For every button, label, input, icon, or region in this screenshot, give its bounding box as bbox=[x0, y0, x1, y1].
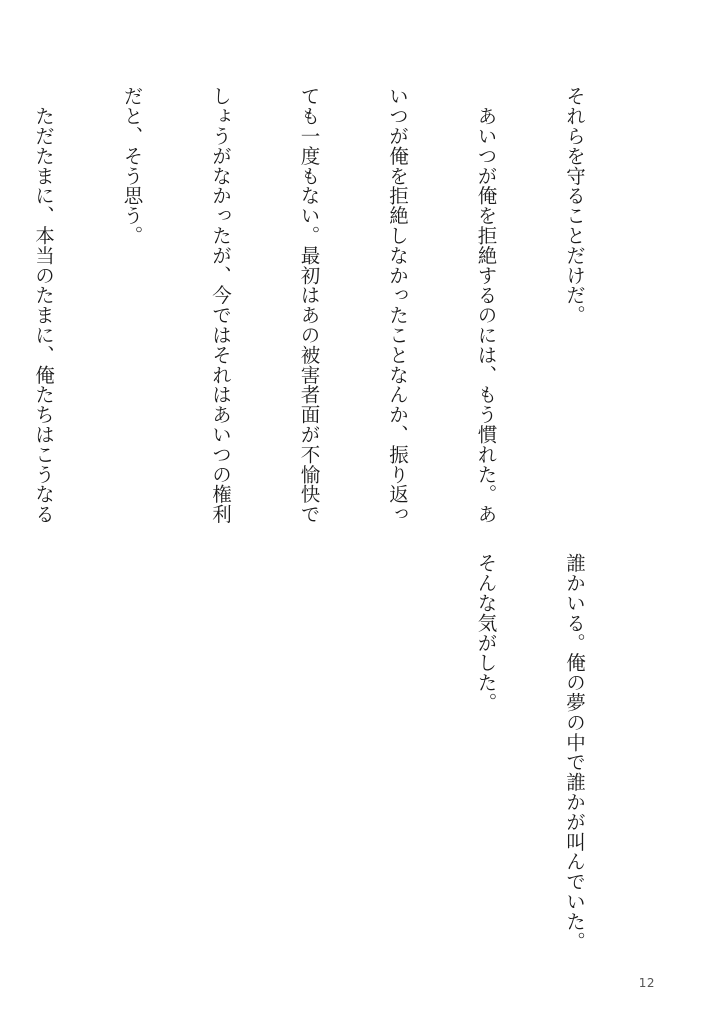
upper-text-block bbox=[0, 86, 648, 524]
text-line: 誰かいる。俺の夢の中で誰かが叫んでいた。 bbox=[563, 553, 586, 951]
text-line: ただたまに、本当のたまに、俺たちはこうなる bbox=[32, 86, 55, 524]
text-line: ても一度もない。最初はあの被害者面が不愉快で bbox=[297, 86, 321, 524]
lower-text-block bbox=[412, 553, 648, 951]
text-line: だと、そう思う。 bbox=[120, 86, 144, 246]
text-line: それらを守ることだけだ。 bbox=[563, 86, 586, 325]
text-line: そんな気がした。 bbox=[474, 553, 498, 713]
text-line: あいつが俺を拒絶するのには、もう慣れた。あ bbox=[474, 86, 498, 524]
text-line: いつが俺を拒絶しなかったことなんか、振り返っ bbox=[386, 86, 409, 524]
page-number: 12 bbox=[638, 976, 655, 990]
text-line: しょうがなかったが、今ではそれはあいつの権利 bbox=[209, 86, 232, 524]
